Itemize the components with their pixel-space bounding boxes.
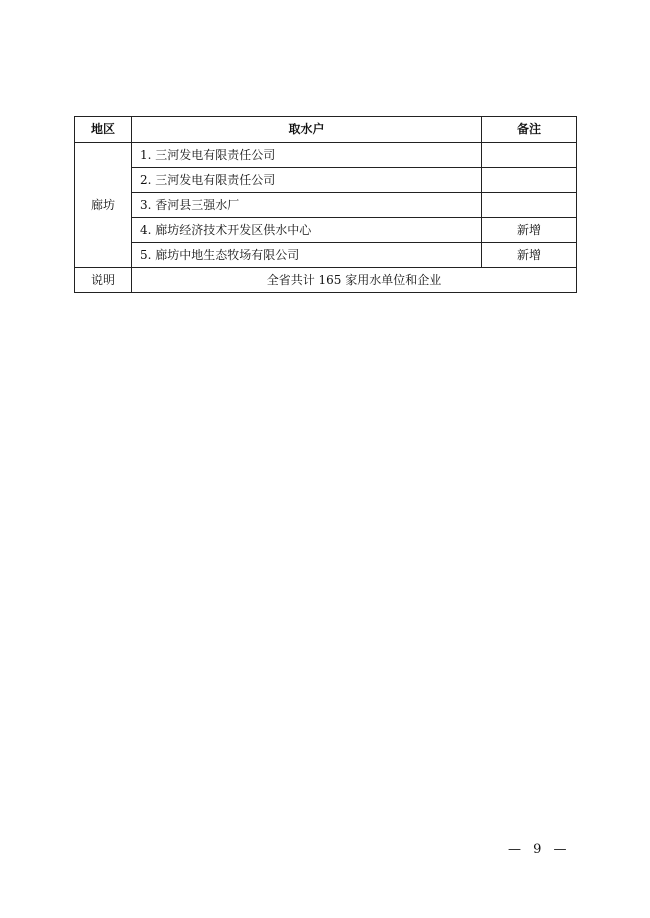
summary-label: 说明 bbox=[75, 268, 132, 293]
table-row bbox=[75, 193, 577, 218]
water-user-cell: 1. 三河发电有限责任公司 bbox=[132, 143, 482, 168]
table-row bbox=[75, 143, 577, 168]
header-region: 地区 bbox=[75, 117, 132, 143]
summary-text: 全省共计 165 家用水单位和企业 bbox=[132, 268, 577, 293]
note-cell: 新增 bbox=[482, 218, 577, 243]
page-number: — 9 — bbox=[508, 842, 571, 857]
note-cell: 新增 bbox=[482, 243, 577, 268]
water-users-table bbox=[74, 116, 577, 293]
header-note: 备注 bbox=[482, 117, 577, 143]
note-cell bbox=[482, 168, 577, 193]
table-row bbox=[75, 168, 577, 193]
note-cell bbox=[482, 193, 577, 218]
note-cell bbox=[482, 143, 577, 168]
table-row bbox=[75, 218, 577, 243]
water-user-cell: 4. 廊坊经济技术开发区供水中心 bbox=[132, 218, 482, 243]
region-cell: 廊坊 bbox=[75, 143, 132, 268]
water-user-cell: 3. 香河县三强水厂 bbox=[132, 193, 482, 218]
header-water-user: 取水户 bbox=[132, 117, 482, 143]
table-row bbox=[75, 243, 577, 268]
water-user-cell: 5. 廊坊中地生态牧场有限公司 bbox=[132, 243, 482, 268]
water-user-cell: 2. 三河发电有限责任公司 bbox=[132, 168, 482, 193]
table-header-row bbox=[75, 117, 577, 143]
summary-row bbox=[75, 268, 577, 293]
